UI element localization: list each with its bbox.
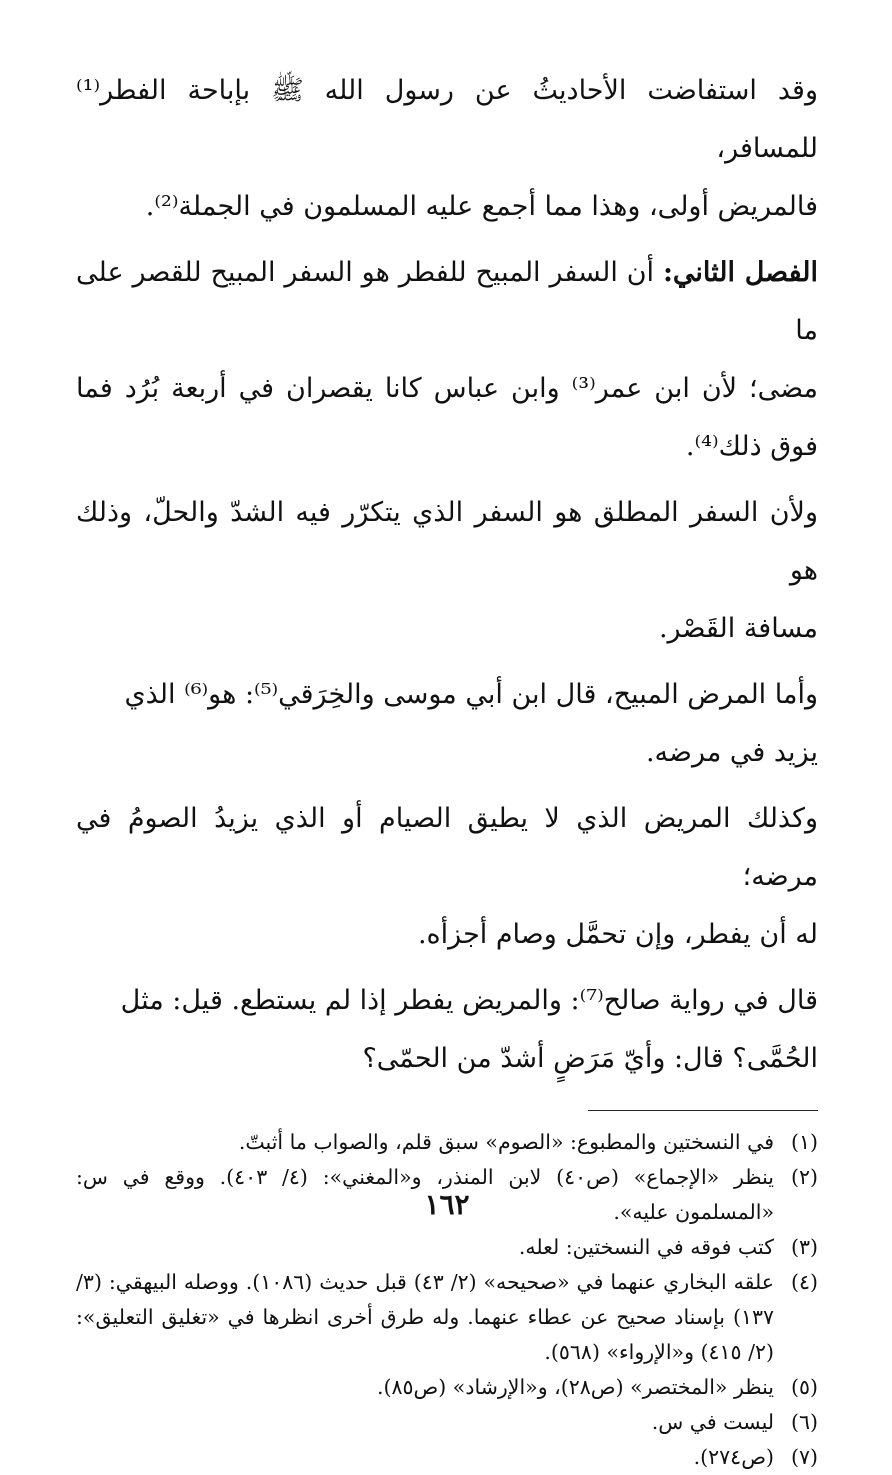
footnote-text: ينظر «الإجماع» (ص٤٠) لابن المنذر، و«المغني»: (٤/ ٤٠٣). ووقع في س: «المسلمون عليه». [76,1165,774,1224]
footnote-number: (٦) [790,1410,818,1434]
footnote-item [76,1405,818,1440]
footnote-text: ينظر «المختصر» (ص٢٨)، و«الإرشاد» (ص٨٥). [376,1375,774,1399]
paragraph-line: يزيد في مرضه. [645,737,818,768]
main-text [76,62,818,1088]
paragraph-line: وقد استفاضت الأحاديثُ عن رسول الله ﷺ بإباحة الفطر⁽¹⁾ للمسافر، [76,75,818,164]
paragraph-1 [76,62,818,236]
footnotes [76,1125,818,1475]
paragraph-6 [76,972,818,1088]
footnote-item [76,1265,818,1370]
paragraph-4 [76,666,818,782]
footnote-number: (٣) [790,1235,818,1259]
paragraph-line: قال في رواية صالح⁽⁷⁾: والمريض يفطر إذا لم يستطع. قيل: مثل [120,985,818,1016]
paragraph-5 [76,790,818,964]
paragraph-3 [76,484,818,658]
footnote-item [76,1125,818,1160]
paragraph-line: وأما المرض المبيح، قال ابن أبي موسى والخِرَقي⁽⁵⁾: هو⁽⁶⁾ الذي [124,679,818,710]
page-number: ١٦٢ [424,1188,470,1221]
paragraph-line: الحُمَّى؟ قال: وأيّ مَرَضٍ أشدّ من الحمّى؟ [362,1043,818,1074]
paragraph-line: فالمريض أولى، وهذا مما أجمع عليه المسلمون في الجملة⁽²⁾. [145,191,818,222]
paragraph-2 [76,244,818,476]
footnote-divider [588,1110,818,1111]
paragraph-line: ولأن السفر المطلق هو السفر الذي يتكرّر فيه الشدّ والحلّ، وذلك هو [76,497,818,586]
book-page [76,62,819,1469]
footnote-number: (١) [790,1130,818,1154]
paragraph-line: مضى؛ لأن ابن عمر⁽³⁾ وابن عباس كانا يقصران في أربعة بُرُد فما فوق ذلك⁽⁴⁾. [76,373,819,462]
footnote-text: ليست في س. [651,1410,774,1434]
paragraph-line: له أن يفطر، وإن تحمَّل وصام أجزأه. [417,919,818,950]
footnote-item [76,1230,818,1265]
footnote-text: كتب فوقه في النسختين: لعله. [518,1235,774,1259]
footnote-text: في النسختين والمطبوع: «الصوم» سبق قلم، والصواب ما أثبتّ. [238,1130,774,1154]
paragraph-line: وكذلك المريض الذي لا يطيق الصيام أو الذي يزيدُ الصومُ في مرضه؛ [76,803,818,892]
footnote-item [76,1440,818,1475]
footnote-number: (٢) [790,1165,818,1189]
footnote-item [76,1370,818,1405]
section-heading: الفصل الثاني: [662,257,818,288]
footnote-number: (٤) [790,1270,818,1294]
paragraph-line: أن السفر المبيح للفطر هو السفر المبيح للقصر على ما [76,257,818,346]
footnote-text: علقه البخاري عنهما في «صحيحه» (٢/ ٤٣) قبل حديث (١٠٨٦). ووصله البيهقي: (٣/ ١٣٧) بإسناد صحيح عن عطاء عنهما. وله طرق أخرى انظرها في «تغليق التعليق»: (٢/ ٤١٥) و«الإرواء» (٥٦٨). [76,1270,775,1364]
footnote-text: (ص٢٧٤). [693,1445,774,1469]
paragraph-line: مسافة القَصْر. [658,613,818,644]
footnote-number: (٥) [790,1375,818,1399]
footnote-number: (٧) [790,1445,818,1469]
